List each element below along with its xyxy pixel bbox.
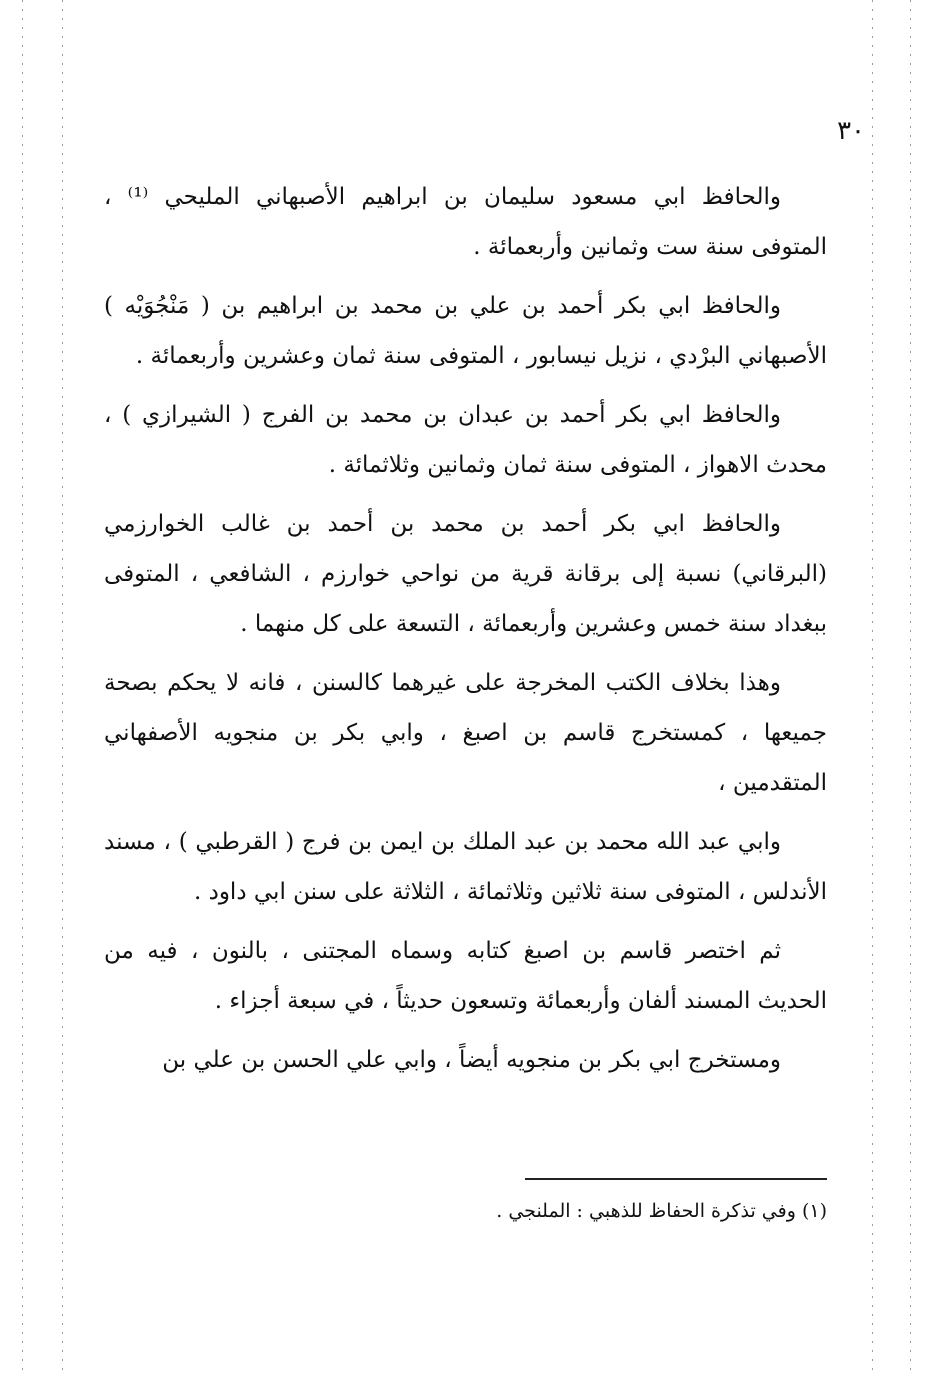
paragraph: والحافظ ابي بكر أحمد بن محمد بن أحمد بن غالب الخوارزمي (البرقاني) نسبة إلى برقانة قرية من نواحي خوارزم ، الشافعي ، المتوفى ببغداد سنة خمس وعشرين وأربعمائة ، التسعة على كل منهما . <box>104 511 827 637</box>
footnote-divider <box>525 1178 827 1180</box>
paragraph: وهذا بخلاف الكتب المخرجة على غيرهما كالسنن ، فانه لا يحكم بصحة جميعها ، كمستخرج قاسم بن اصبغ ، وابي بكر بن منجويه الأصفهاني المتقدمين ، <box>104 670 827 796</box>
paragraph: ومستخرج ابي بكر بن منجويه أيضاً ، وابي علي الحسن بن علي بن <box>162 1047 781 1073</box>
page-number: ٣٠ <box>837 116 865 146</box>
paragraph: ثم اختصر قاسم بن اصبغ كتابه وسماه المجتنى ، بالنون ، فيه من الحديث المسند ألفان وأربعمائة وتسعون حديثاً ، في سبعة أجزاء . <box>104 938 827 1014</box>
body-text <box>104 172 827 1094</box>
scan-edge-right <box>910 0 911 1373</box>
paragraph: والحافظ ابي بكر أحمد بن عبدان بن محمد بن الفرج ( الشيرازي ) ، محدث الاهواز ، المتوفى سنة ثمان وثمانين وثلاثمائة . <box>104 402 827 478</box>
scan-edge-left-inner <box>62 0 63 1373</box>
paragraph: والحافظ ابي بكر أحمد بن علي بن محمد بن ابراهيم بن ( مَنْجُوَيْه ) الأصبهاني البرْدي ، نزيل نيسابور ، المتوفى سنة ثمان وعشرين وأربعمائة . <box>104 293 827 369</box>
scan-edge-right-inner <box>872 0 873 1373</box>
paragraph: وابي عبد الله محمد بن عبد الملك بن ايمن بن فرج ( القرطبي ) ، مسند الأندلس ، المتوفى سنة ثلاثين وثلاثمائة ، الثلاثة على سنن ابي داود . <box>104 829 827 905</box>
footnote: (١) وفي تذكرة الحفاظ للذهبي : الملنجي . <box>496 1200 827 1222</box>
paragraph: والحافظ ابي مسعود سليمان بن ابراهيم الأصبهاني المليحي ⁽¹⁾ ، المتوفى سنة ست وثمانين وأربعمائة . <box>104 184 827 260</box>
scan-edge-left <box>22 0 23 1373</box>
